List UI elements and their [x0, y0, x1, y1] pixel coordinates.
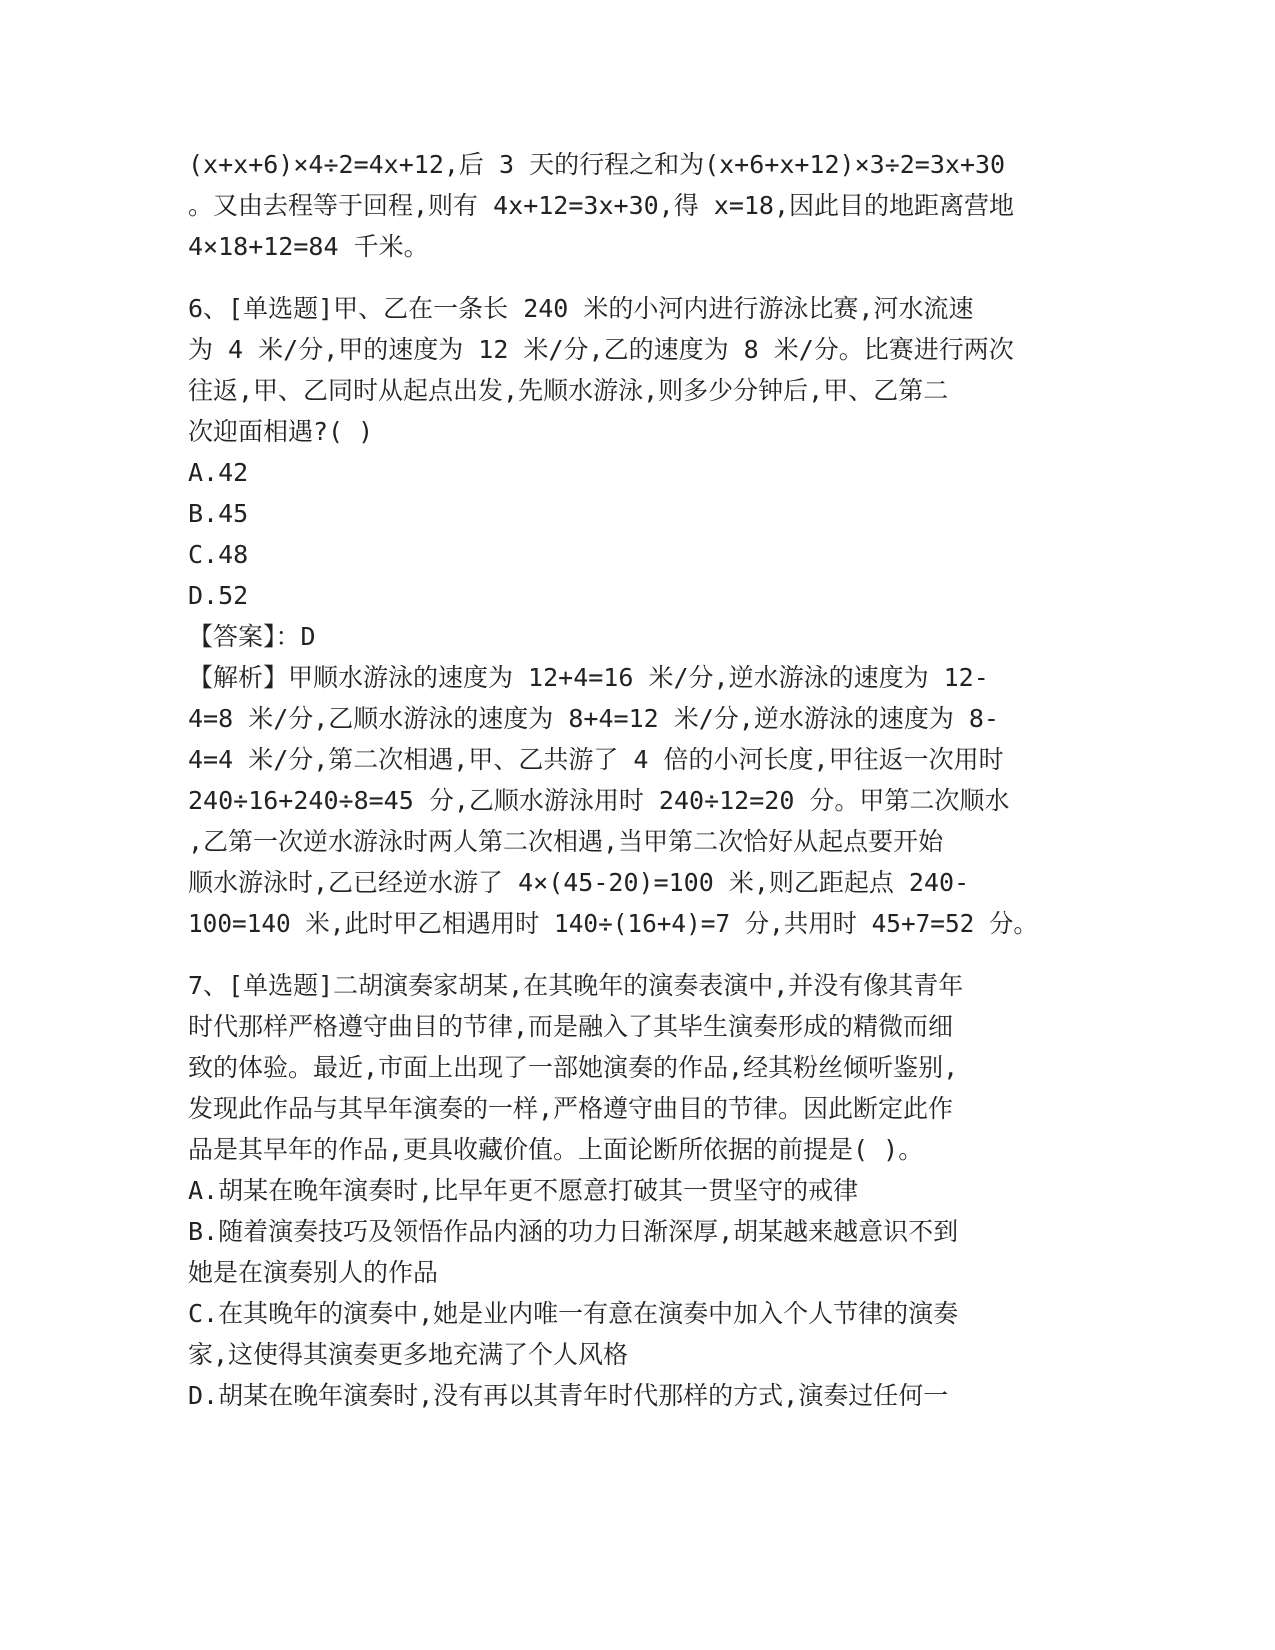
question-stem-line: 6、[单选题]甲、乙在一条长 240 米的小河内进行游泳比赛,河水流速 [188, 294, 974, 323]
analysis-line: 顺水游泳时,乙已经逆水游了 4×(45-20)=100 米,则乙距起点 240- [188, 868, 970, 897]
option-b-continued: 她是在演奏别人的作品 [188, 1258, 439, 1287]
question-stem-line: 往返,甲、乙同时从起点出发,先顺水游泳,则多少分钟后,甲、乙第二 [188, 376, 949, 405]
option-b: B.随着演奏技巧及领悟作品内涵的功力日渐深厚,胡某越来越意识不到 [188, 1217, 959, 1246]
analysis-line: 240÷16+240÷8=45 分,乙顺水游泳用时 240÷12=20 分。甲第二次顺水 [188, 786, 1010, 815]
option-c-continued: 家,这使得其演奏更多地充满了个人风格 [188, 1340, 629, 1369]
analysis-line: 4=4 米/分,第二次相遇,甲、乙共游了 4 倍的小河长度,甲往返一次用时 [188, 745, 1004, 774]
analysis-line: 【解析】甲顺水游泳的速度为 12+4=16 米/分,逆水游泳的速度为 12- [188, 663, 989, 692]
question-stem-line: 发现此作品与其早年演奏的一样,严格遵守曲目的节律。因此断定此作 [188, 1094, 954, 1123]
question-stem-line: 品是其早年的作品,更具收藏价值。上面论断所依据的前提是( )。 [188, 1135, 924, 1164]
option-a: A.42 [188, 458, 249, 487]
option-c: C.在其晚年的演奏中,她是业内唯一有意在演奏中加入个人节律的演奏 [188, 1299, 959, 1328]
question-stem-line: 时代那样严格遵守曲目的节律,而是融入了其毕生演奏形成的精微而细 [188, 1012, 954, 1041]
option-c: C.48 [188, 540, 249, 569]
question-stem-line: 为 4 米/分,甲的速度为 12 米/分,乙的速度为 8 米/分。比赛进行两次 [188, 335, 1014, 364]
option-d: D.52 [188, 581, 249, 610]
text-line: 4×18+12=84 千米。 [188, 232, 429, 261]
question-stem-line: 次迎面相遇?( ) [188, 417, 374, 446]
analysis-line: 4=8 米/分,乙顺水游泳的速度为 8+4=12 米/分,逆水游泳的速度为 8- [188, 704, 999, 733]
question-stem-line: 7、[单选题]二胡演奏家胡某,在其晚年的演奏表演中,并没有像其青年 [188, 971, 964, 1000]
text-line: 。又由去程等于回程,则有 4x+12=3x+30,得 x=18,因此目的地距离营地 [188, 191, 1015, 220]
analysis-line: 100=140 米,此时甲乙相遇用时 140÷(16+4)=7 分,共用时 45+7=52 分。 [188, 909, 1038, 938]
text-line: (x+x+6)×4÷2=4x+12,后 3 天的行程之和为(x+6+x+12)×3÷2=3x+30 [188, 150, 1006, 179]
answer: 【答案】：D [188, 622, 316, 651]
option-a: A.胡某在晚年演奏时,比早年更不愿意打破其一贯坚守的戒律 [188, 1176, 859, 1205]
analysis-line: ,乙第一次逆水游泳时两人第二次相遇,当甲第二次恰好从起点要开始 [188, 827, 944, 856]
option-b: B.45 [188, 499, 249, 528]
question-stem-line: 致的体验。最近,市面上出现了一部她演奏的作品,经其粉丝倾听鉴别, [188, 1053, 959, 1082]
option-d: D.胡某在晚年演奏时,没有再以其青年时代那样的方式,演奏过任何一 [188, 1381, 949, 1410]
